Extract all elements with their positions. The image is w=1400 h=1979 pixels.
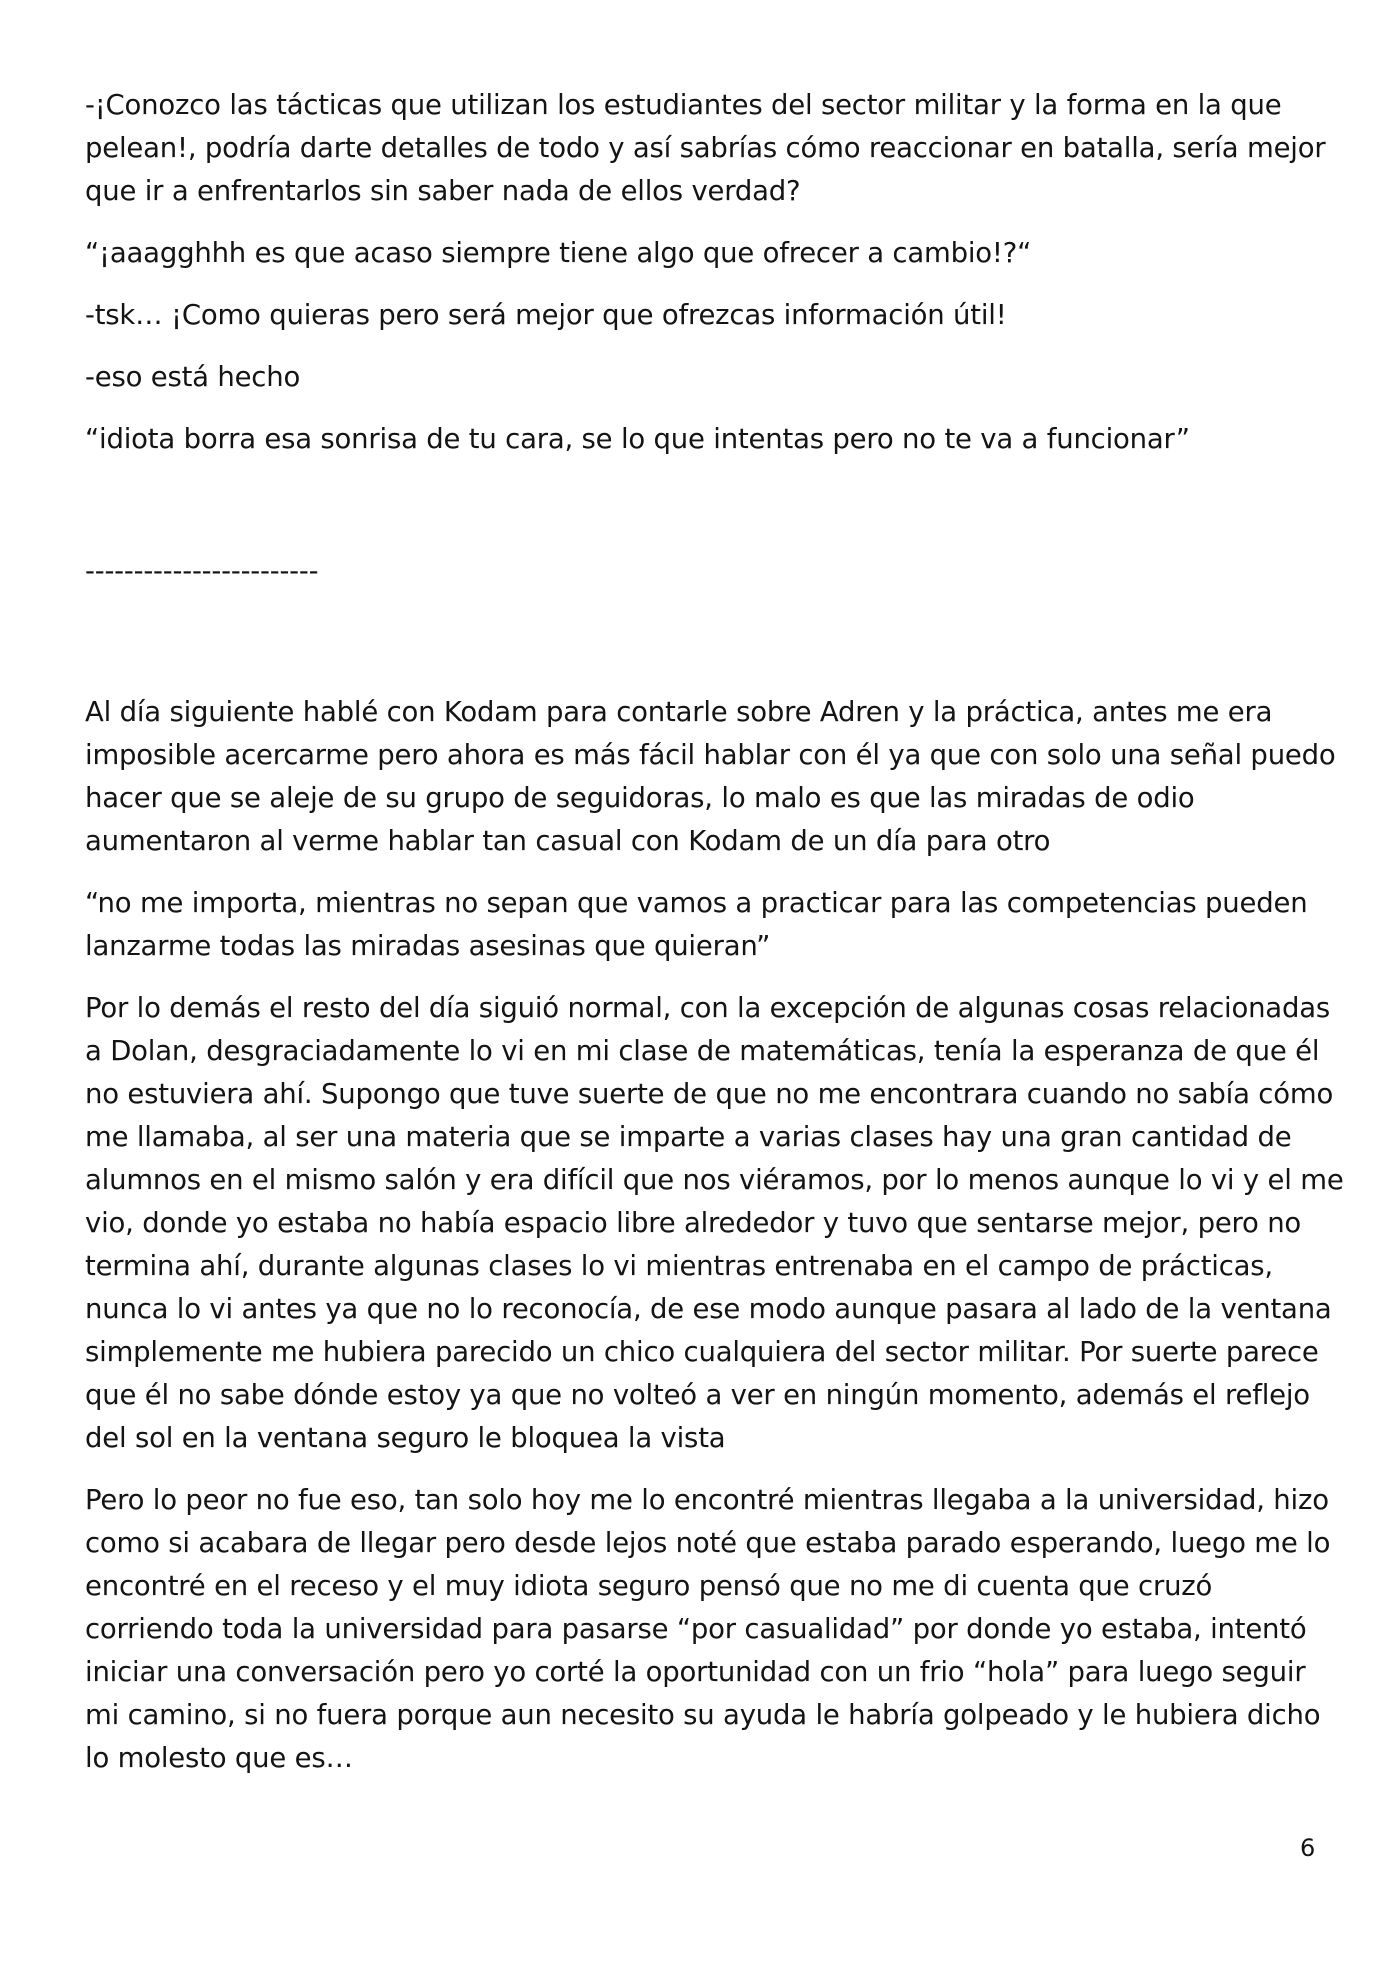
paragraph-kodam xyxy=(85,691,1336,863)
text-line: Al día siguiente hablé con Kodam para contarle sobre Adren y la práctica, antes me era xyxy=(85,696,1273,728)
text-line: Por lo demás el resto del día siguió normal, con la excepción de algunas cosas relacionadas xyxy=(85,992,1330,1024)
dialogue-eso-esta-hecho xyxy=(85,356,1323,399)
blank-space xyxy=(85,480,1323,550)
text-line: iniciar una conversación pero yo corté la oportunidad con un frio “hola” para luego seguir xyxy=(85,1656,1306,1688)
text-line: que ir a enfrentarlos sin saber nada de ellos verdad? xyxy=(85,175,801,207)
text-line: “idiota borra esa sonrisa de tu cara, se lo que intentas pero no te va a funcionar” xyxy=(85,423,1190,455)
text-line: no estuviera ahí. Supongo que tuve suerte de que no me encontrara cuando no sabía cómo xyxy=(85,1078,1334,1110)
text-line: “no me importa, mientras no sepan que vamos a practicar para las competencias pueden xyxy=(85,887,1308,919)
thought-idiota xyxy=(85,418,1323,461)
text-line: alumnos en el mismo salón y era difícil que nos viéramos, por lo menos aunque lo vi y el me xyxy=(85,1164,1344,1196)
text-line: -¡Conozco las tácticas que utilizan los estudiantes del sector militar y la forma en la que xyxy=(85,89,1282,121)
text-line: como si acabara de llegar pero desde lejos noté que estaba parado esperando, luego me lo xyxy=(85,1527,1331,1559)
text-line: del sol en la ventana seguro le bloquea la vista xyxy=(85,1422,726,1454)
text-line: corriendo toda la universidad para pasarse “por casualidad” por donde yo estaba, intentó xyxy=(85,1613,1307,1645)
text-line: a Dolan, desgraciadamente lo vi en mi clase de matemáticas, tenía la esperanza de que él xyxy=(85,1035,1320,1067)
text-line: nunca lo vi antes ya que no lo reconocía, de ese modo aunque pasara al lado de la ventana xyxy=(85,1293,1332,1325)
text-line: imposible acercarme pero ahora es más fácil hablar con él ya que con solo una señal puedo xyxy=(85,739,1336,771)
section-separator: ------------------------ xyxy=(85,555,319,587)
page-number: 6 xyxy=(1300,1834,1316,1862)
text-line: lanzarme todas las miradas asesinas que quieran” xyxy=(85,930,771,962)
text-line: pelean!, podría darte detalles de todo y así sabrías cómo reaccionar en batalla, sería mejor xyxy=(85,132,1326,164)
text-line: me llamaba, al ser una materia que se imparte a varias clases hay una gran cantidad de xyxy=(85,1121,1292,1153)
thought-no-me-importa xyxy=(85,882,1323,968)
page-body xyxy=(85,84,1344,1799)
dialogue-tsk xyxy=(85,294,1323,337)
thought-aaagghhh xyxy=(85,232,1323,275)
text-line: simplemente me hubiera parecido un chico cualquiera del sector militar. Por suerte parece xyxy=(85,1336,1319,1368)
text-line: mi camino, si no fuera porque aun necesito su ayuda le habría golpeado y le hubiera dicho xyxy=(85,1699,1321,1731)
text-line: encontré en el receso y el muy idiota seguro pensó que no me di cuenta que cruzó xyxy=(85,1570,1213,1602)
paragraph-pero-lo-peor xyxy=(85,1479,1331,1780)
text-line: -eso está hecho xyxy=(85,361,301,393)
text-line: que él no sabe dónde estoy ya que no volteó a ver en ningún momento, además el reflejo xyxy=(85,1379,1310,1411)
paragraph-dolan xyxy=(85,987,1344,1460)
dialogue-conozco xyxy=(85,84,1326,213)
text-line: vio, donde yo estaba no había espacio libre alrededor y tuvo que sentarse mejor, pero no xyxy=(85,1207,1302,1239)
blank-space xyxy=(85,593,1323,691)
text-line: hacer que se aleje de su grupo de seguidoras, lo malo es que las miradas de odio xyxy=(85,782,1195,814)
text-line: lo molesto que es… xyxy=(85,1742,353,1774)
text-line: “¡aaagghhh es que acaso siempre tiene algo que ofrecer a cambio!?“ xyxy=(85,237,1032,269)
text-line: -tsk… ¡Como quieras pero será mejor que ofrezcas información útil! xyxy=(85,299,1007,331)
text-line: Pero lo peor no fue eso, tan solo hoy me lo encontré mientras llegaba a la universidad, hizo xyxy=(85,1484,1329,1516)
text-line: aumentaron al verme hablar tan casual con Kodam de un día para otro xyxy=(85,825,1051,857)
text-line: termina ahí, durante algunas clases lo vi mientras entrenaba en el campo de prácticas, xyxy=(85,1250,1273,1282)
